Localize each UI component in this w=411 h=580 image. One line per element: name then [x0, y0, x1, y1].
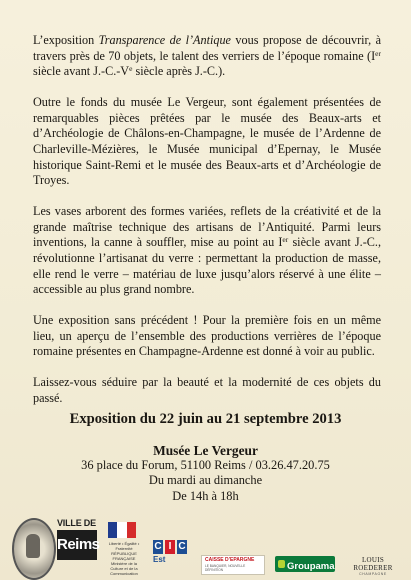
- cic-est-label: Est: [153, 555, 166, 564]
- cic-letter-i: I: [165, 540, 175, 554]
- groupama-logo-text: Groupama: [287, 561, 335, 572]
- caisse-logo-sub: LE BANQUIER, NOUVELLE DÉFINITION: [205, 564, 246, 572]
- sponsor-logos: [0, 512, 411, 580]
- cic-letter-c: C: [154, 541, 162, 552]
- groupama-logo: [275, 556, 335, 572]
- exhibition-title-italic: Transparence de l’Antique: [98, 33, 231, 47]
- ministry-logo-text: Liberté • Égalité • Fraternité RÉPUBLIQUE FRANÇAISE Ministère de la Culture et de la Communication: [108, 541, 140, 576]
- superscript-er: er: [375, 48, 381, 58]
- museum-days: Du mardi au dimanche: [148, 473, 263, 488]
- museum-hours: De 14h à 18h: [172, 488, 239, 503]
- roederer-logo-sub: CHAMPAGNE: [359, 572, 387, 576]
- superscript-er-2: er: [282, 235, 289, 245]
- ministry-culture-logo: [104, 522, 144, 576]
- museum-seal-logo: [12, 518, 56, 580]
- caisse-epargne-logo: [201, 555, 265, 575]
- paragraph-closing: Laissez-vous séduire par la beauté et la modernité de ces objets du passé.: [33, 375, 381, 405]
- museum-name: Musée Le Vergeur: [153, 443, 258, 458]
- intro-text: vous propose de découvrir, à travers près de 70 objets, le talent des verriers de l’époque romaine (I: [33, 33, 382, 63]
- reims-logo-main: Reims: [57, 530, 97, 560]
- superscript-e: e: [129, 64, 133, 74]
- paragraph-unprecedented: Une exposition sans précédent ! Pour la première fois en un même lieu, un aperçu de l’ensemble des productions verrières de l’époque romaine présentes en Champagne-Ardenne est donné à voir au public.: [33, 313, 381, 359]
- intro-lead: L’exposition: [33, 33, 95, 47]
- cic-letter-c2: C: [178, 541, 186, 552]
- ville-de-reims-logo: [57, 518, 100, 570]
- reims-logo-top: VILLE DE: [57, 518, 96, 528]
- intro-text-3: siècle après J.-C.).: [135, 64, 226, 79]
- caisse-logo-title: CAISSE D’EPARGNE: [205, 557, 255, 563]
- paragraph-techniques: [33, 204, 381, 298]
- paragraph-lenders: Outre le fonds du musée Le Vergeur, sont également présentées de remarquables pièces prêtées par le musée des Beaux-arts et d’Archéologie de Châlons-en-Champagne, le musée de l’Ardenne de Charleville-Mézières, le Musée municipal d’Epernay, le Musée historique Saint-Remi et le musée des Beaux-arts et d’Archéologie de Troyes.: [33, 95, 381, 188]
- exhibition-dates: Exposition du 22 juin au 21 septembre 2013: [69, 411, 342, 427]
- museum-info: [0, 443, 411, 504]
- intro-text-2: siècle avant J.-C.-V: [33, 64, 130, 79]
- body-text: [33, 33, 381, 419]
- paragraph-intro: [33, 33, 381, 80]
- louis-roederer-logo: [345, 556, 401, 574]
- techniques-text-2: siècle avant J.-C., révolutionne l’artisanat du verre : permettant la production de masse, elle rend le verre – matériau de luxe jusqu’alors réservé à une élite – accessible au plus grand nombre.: [33, 235, 381, 297]
- cic-est-logo: [153, 540, 189, 572]
- museum-address: 36 place du Forum, 51100 Reims / 03.26.47.20.75: [81, 458, 330, 473]
- french-flag-icon: [108, 522, 136, 538]
- techniques-text: Les vases arborent des formes variées, reflets de la créativité et de la grande maîtrise technique des artisans de l’Antiquité. Parmi leurs inventions, la canne à souffler, mise au point au I: [33, 204, 381, 250]
- roederer-logo-main: LOUIS ROEDERER: [353, 556, 393, 572]
